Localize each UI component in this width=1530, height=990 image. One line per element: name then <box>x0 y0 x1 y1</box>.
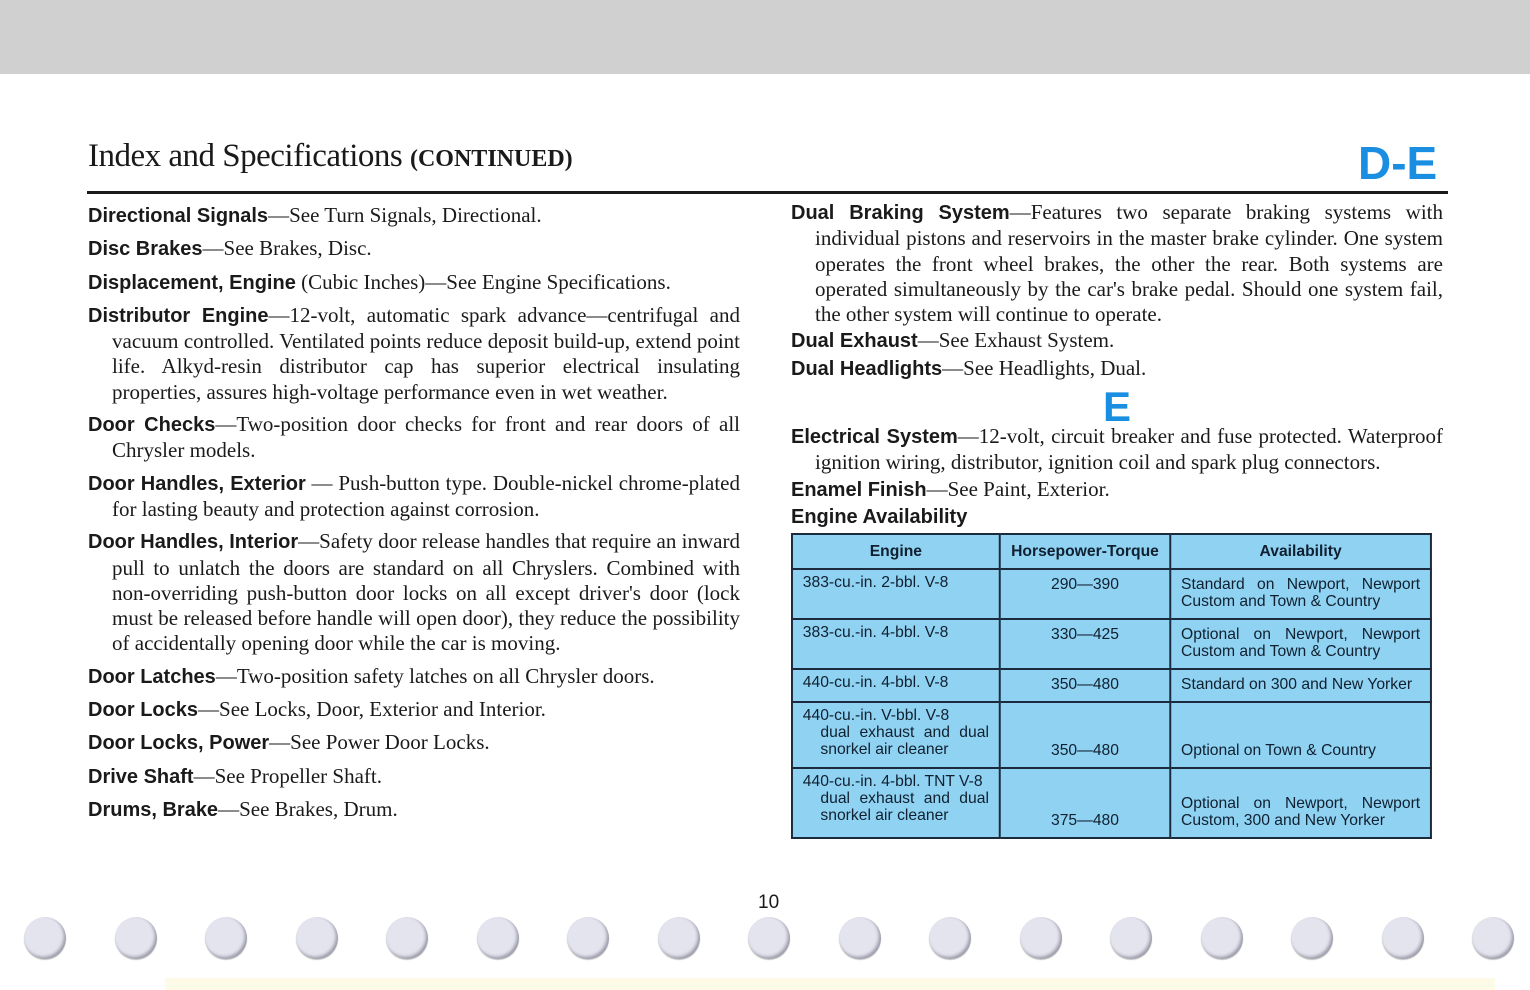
entry-term: Door Checks <box>88 414 216 437</box>
index-entry <box>88 303 740 405</box>
table-row <box>792 702 1431 768</box>
index-entry <box>88 730 740 756</box>
cell-engine <box>792 569 1000 619</box>
binder-hole <box>1201 917 1243 959</box>
entry-term: Enamel Finish <box>791 478 927 501</box>
index-entry <box>88 471 740 523</box>
cell-engine <box>792 702 1000 768</box>
column-header-availability: Availability <box>1170 534 1431 569</box>
entry-text: —Two-position door checks for front and rear doors of all Chrysler models. <box>112 412 740 463</box>
binder-hole <box>205 917 247 959</box>
entry-term: Door Locks, Power <box>88 732 270 755</box>
title-rule <box>87 191 1448 194</box>
cell-availability: Optional on Town & Country <box>1170 702 1431 768</box>
entry-term: Door Handles, Exterior <box>88 472 306 495</box>
index-entry <box>88 697 740 723</box>
binder-hole <box>1291 917 1333 959</box>
cell-horsepower-torque: 350—480 <box>1000 702 1171 768</box>
binder-hole <box>839 917 881 959</box>
page-number: 10 <box>758 892 780 913</box>
binder-hole <box>24 917 66 959</box>
entry-term: Dual Exhaust <box>791 330 918 353</box>
entry-text: (Cubic Inches)—See Engine Specifications. <box>295 269 671 294</box>
binder-hole <box>1472 917 1514 959</box>
entry-term: Drums, Brake <box>88 798 219 821</box>
binder-holes <box>0 917 1530 961</box>
entry-text: —See Propeller Shaft. <box>193 763 382 788</box>
index-entry <box>88 764 740 790</box>
column-header-engine: Engine <box>792 534 1000 569</box>
entry-term: Dual Braking System <box>791 202 1010 224</box>
entry-text: —See Power Door Locks. <box>269 730 490 755</box>
entry-text: —12-volt, circuit breaker and fuse protected. Waterproof ignition wiring, distributor, ignition coil and spark plug connectors. <box>815 424 1443 475</box>
index-entry <box>791 477 1443 503</box>
entry-text: —12-volt, automatic spark advance—centrifugal and vacuum controlled. Ventilated points reduce deposit build-up, extend point life. Alkyd-resin distributor cap has superior electrical insulating properties, assures high-voltage performance even in wet weather. <box>112 302 740 404</box>
entry-term: Distributor Engine <box>88 304 269 327</box>
scan-bottom-strip <box>165 978 1495 990</box>
index-entry <box>88 797 740 823</box>
cell-engine <box>792 619 1000 669</box>
page-title-text: Index and Specifications <box>88 138 403 174</box>
table-row <box>792 669 1431 702</box>
engine-name: 440-cu.-in. 4-bbl. TNT V-8 <box>802 773 983 791</box>
engine-description: dual exhaust and dual snorkel air cleaner <box>820 790 989 825</box>
index-entry <box>88 236 740 262</box>
binder-hole <box>929 917 971 959</box>
entry-text: —See Turn Signals, Directional. <box>268 203 542 227</box>
engine-name: 383-cu.-in. 4-bbl. V-8 <box>802 624 949 642</box>
entry-text: —Two-position safety latches on all Chrysler doors. <box>215 663 655 688</box>
entry-term: Dual Headlights <box>791 357 943 380</box>
binder-hole <box>658 917 700 959</box>
entry-text: —Features two separate braking systems with individual pistons and reservoirs in the master brake cylinder. One system operates the front wheel brakes, the other the rear. Both systems are operated simultaneously by the car's brake pedal. Should one system fail, the other system will continue to operate. <box>815 200 1443 327</box>
binder-hole <box>296 917 338 959</box>
column-header-horsepower-torque: Horsepower-Torque <box>1000 534 1171 569</box>
entry-term: Door Handles, Interior <box>88 531 299 554</box>
cell-availability: Optional on Newport, Newport Custom, 300 and New Yorker <box>1170 768 1431 838</box>
cell-horsepower-torque: 375—480 <box>1000 768 1171 838</box>
entry-term: Door Locks <box>88 699 199 722</box>
left-column <box>88 203 740 830</box>
engine-availability-table <box>791 533 1432 839</box>
binder-hole <box>1110 917 1152 959</box>
binder-hole <box>115 917 157 959</box>
index-entry <box>791 356 1443 382</box>
entry-term: Displacement, Engine <box>88 271 296 294</box>
engine-description: dual exhaust and dual snorkel air cleaner <box>820 724 989 759</box>
entry-text: —See Brakes, Disc. <box>202 236 372 261</box>
entry-text: —See Brakes, Drum. <box>218 796 398 821</box>
entry-term: Drive Shaft <box>88 765 194 788</box>
cell-availability: Standard on Newport, Newport Custom and Town & Country <box>1170 569 1431 619</box>
cell-horsepower-torque: 290—390 <box>1000 569 1171 619</box>
engine-name: 440-cu.-in. 4-bbl. V-8 <box>802 674 949 692</box>
engine-availability-heading: Engine Availability <box>791 505 968 528</box>
cell-engine <box>792 669 1000 702</box>
engine-name: 383-cu.-in. 2-bbl. V-8 <box>802 574 949 592</box>
binder-hole <box>748 917 790 959</box>
cell-availability: Optional on Newport, Newport Custom and Town & Country <box>1170 619 1431 669</box>
page-title <box>88 138 573 175</box>
cell-engine <box>792 768 1000 838</box>
index-entry <box>791 200 1443 327</box>
cell-availability: Standard on 300 and New Yorker <box>1170 669 1431 702</box>
binder-hole <box>477 917 519 959</box>
section-letters: D-E <box>1358 137 1438 189</box>
entry-text: —See Paint, Exterior. <box>926 476 1110 501</box>
entry-term: Door Latches <box>88 665 216 688</box>
index-entry <box>791 424 1443 476</box>
cell-horsepower-torque: 350—480 <box>1000 669 1171 702</box>
engine-name: 440-cu.-in. V-bbl. V-8 <box>802 707 950 725</box>
index-entry <box>88 664 740 690</box>
binder-hole <box>567 917 609 959</box>
entry-text: —Safety door release handles that require an inward pull to unlatch the doors are standard on all Chryslers. Combined with non-overriding push-button door locks on all except driver's door (lock must be released before handle will open door), they reduce the possibility of accidentally opening door while the car is moving. <box>112 529 740 656</box>
table-row <box>792 569 1431 619</box>
index-entry <box>88 270 740 296</box>
index-entry <box>88 203 740 229</box>
index-entry <box>791 328 1443 354</box>
index-entry <box>88 529 740 656</box>
cell-horsepower-torque: 330—425 <box>1000 619 1171 669</box>
entry-term: Electrical System <box>791 426 958 449</box>
entry-text: —See Locks, Door, Exterior and Interior. <box>198 697 546 722</box>
index-entry <box>88 412 740 464</box>
entry-term: Disc Brakes <box>88 238 203 261</box>
entry-text: — Push-button type. Double-nickel chrome-plated for lasting beauty and protection against corrosion. <box>112 470 740 521</box>
page-title-suffix: (CONTINUED) <box>409 146 573 172</box>
entry-text: —See Exhaust System. <box>917 328 1115 353</box>
entry-text: —See Headlights, Dual. <box>942 355 1147 380</box>
binder-hole <box>1382 917 1424 959</box>
entry-term: Directional Signals <box>88 205 269 227</box>
scan-top-margin <box>0 0 1530 74</box>
table-row <box>792 768 1431 838</box>
binder-hole <box>386 917 428 959</box>
right-column <box>791 200 1443 839</box>
section-letter-e: E <box>1102 383 1131 431</box>
table-row <box>792 619 1431 669</box>
binder-hole <box>1020 917 1062 959</box>
